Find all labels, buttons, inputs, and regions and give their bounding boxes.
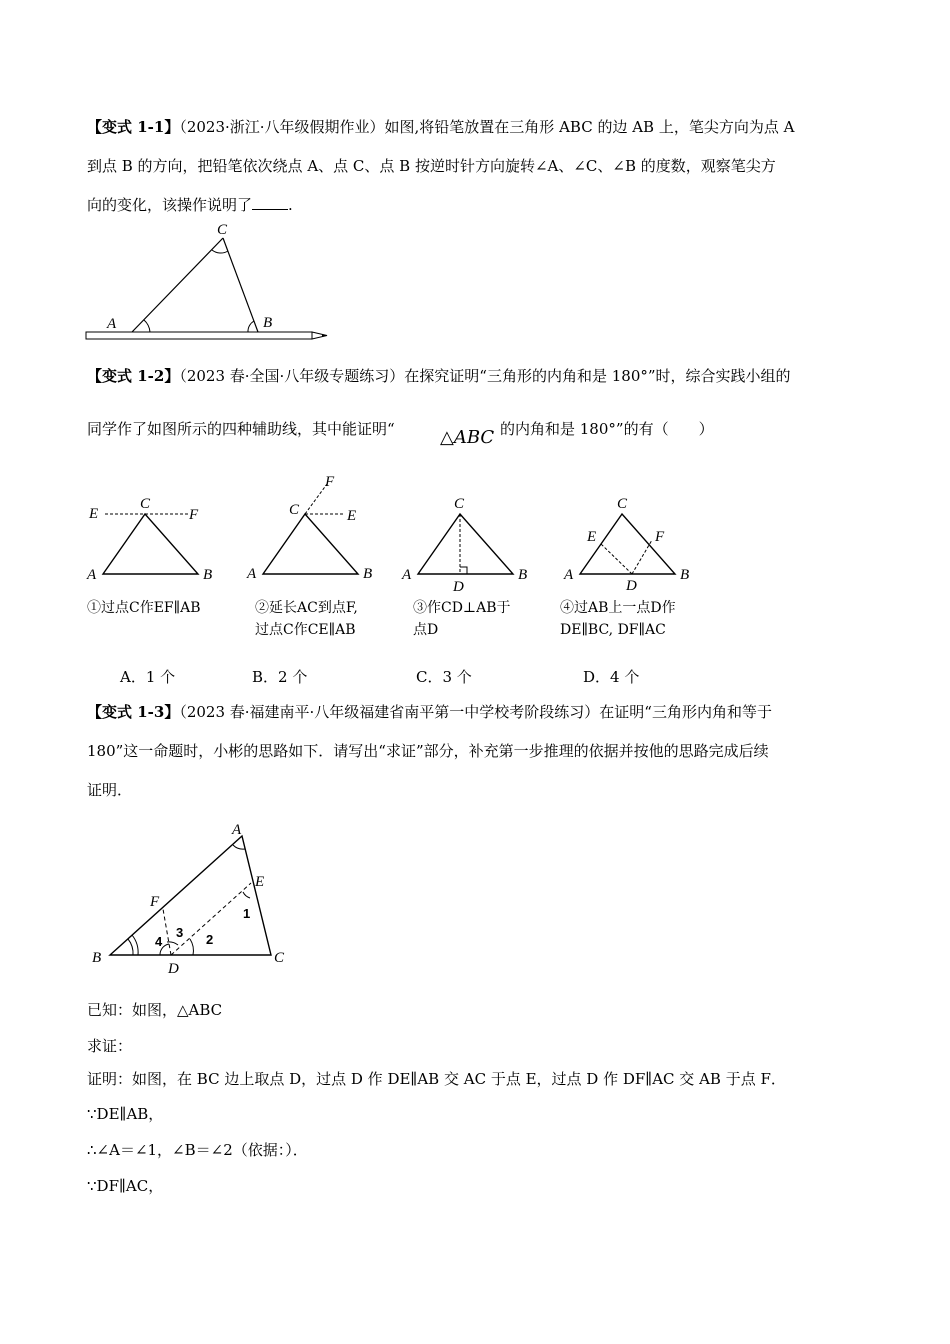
q3-known: 已知：如图，△ABC: [87, 1001, 223, 1019]
fig1-caption-1: ①过点C作EF∥AB: [87, 600, 201, 616]
fig2-label-E: E: [347, 508, 357, 524]
q1-line2: 到点 B 的方向，把铅笔依次绕点 A、点 C、点 B 按逆时针方向旋转∠A、∠C、∠B 的度数，观察笔尖方: [87, 157, 776, 175]
q3-angle-2: 2: [206, 932, 214, 947]
q3-triangle-figure: [88, 818, 298, 978]
q3-label-C: C: [274, 950, 285, 966]
fig4-label-E: E: [587, 529, 597, 545]
q2-figure-3: [400, 490, 540, 595]
fig3-label-A: A: [402, 567, 412, 583]
fig1-label-E: E: [89, 506, 99, 522]
q3-label-D: D: [168, 961, 179, 977]
fig2-label-F: F: [325, 474, 335, 490]
q1-line1: 【变式 1-1】（2023·浙江·八年级假期作业）如图,将铅笔放置在三角形 ABC 的边 AB 上，笔尖方向为点 A: [87, 118, 795, 136]
q3-therefore1: ∴∠A＝∠1，∠B＝∠2（依据：）．: [87, 1141, 308, 1159]
q3-line3: 证明．: [87, 781, 133, 799]
q3-proof-line1: 证明：如图，在 BC 边上取点 D，过点 D 作 DE∥AB 交 AC 于点 E，过点 D 作 DF∥AC 交 AB 于点 F．: [87, 1070, 786, 1088]
fig2-label-A: A: [247, 566, 257, 582]
pencil-icon: [86, 332, 312, 339]
fig2-label-B: B: [363, 566, 373, 582]
q1-line3: 向的变化，该操作说明了 .: [87, 196, 293, 214]
fig1-label-F: F: [189, 507, 199, 523]
q2-line2b: 的内角和是 180°”的有（ ）: [500, 420, 714, 438]
fig4-label-C: C: [617, 496, 628, 512]
q3-tag: 【变式 1-3】: [87, 703, 180, 721]
q3-line1: 【变式 1-3】（2023 春·福建南平·八年级福建省南平第一中学校考阶段练习）在证明“三角形内角和等于: [87, 703, 772, 721]
fig1-label-C: C: [140, 496, 151, 512]
option-b[interactable]: B．2 个: [252, 668, 308, 686]
q1-pencil-triangle-figure: [80, 220, 340, 350]
q3-line2: 180”这一命题时，小彬的思路如下．请写出“求证”部分，补充第一步推理的依据并按他的思路完成后续: [87, 742, 769, 760]
q2-figure-1: [85, 490, 235, 590]
q2-figure-2: [245, 470, 395, 590]
label-B: B: [263, 315, 273, 331]
fig3-label-B: B: [518, 567, 528, 583]
q3-angle-4: 4: [155, 934, 163, 949]
q3-because2: ∵DF∥AC，: [87, 1177, 164, 1195]
fig3-caption-2: 点D: [413, 622, 439, 638]
fig3-caption-1: ③作CD⊥AB于: [413, 600, 511, 616]
fig1-label-B: B: [203, 567, 213, 583]
fig1-label-A: A: [87, 567, 97, 583]
q3-label-A: A: [232, 822, 242, 838]
q3-label-B: B: [92, 950, 102, 966]
q2-triangle-symbol: △ABC: [440, 427, 495, 448]
q3-angle-1: 1: [243, 906, 251, 921]
q3-angle-3: 3: [176, 925, 184, 940]
q2-figure-4: [562, 490, 702, 595]
q3-label-E: E: [255, 874, 265, 890]
q2-line1: 【变式 1-2】（2023 春·全国·八年级专题练习）在探究证明“三角形的内角和是 180°”时，综合实践小组的: [87, 367, 791, 385]
q1-tag: 【变式 1-1】: [87, 118, 180, 136]
q2-tag: 【变式 1-2】: [87, 367, 180, 385]
q2-line2a: 同学作了如图所示的四种辅助线，其中能证明“: [87, 420, 395, 438]
option-a[interactable]: A．1 个: [120, 668, 176, 686]
label-C: C: [217, 222, 228, 238]
fig2-caption-2: 过点C作CE∥AB: [255, 622, 356, 638]
fig4-label-F: F: [655, 529, 665, 545]
q3-prove: 求证：: [87, 1037, 133, 1055]
fig4-label-B: B: [680, 567, 690, 583]
q3-label-F: F: [150, 894, 160, 910]
answer-blank[interactable]: [252, 195, 288, 210]
option-d[interactable]: D．4 个: [583, 668, 640, 686]
fig3-label-C: C: [454, 496, 465, 512]
q3-because1: ∵DE∥AB，: [87, 1105, 164, 1123]
fig4-caption-1: ④过AB上一点D作: [560, 600, 676, 616]
option-c[interactable]: C．3 个: [416, 668, 472, 686]
label-A: A: [107, 316, 117, 332]
fig3-label-D: D: [453, 579, 464, 595]
fig4-label-D: D: [626, 578, 637, 594]
fig2-caption-1: ②延长AC到点F,: [255, 600, 358, 616]
fig4-label-A: A: [564, 567, 574, 583]
fig4-caption-2: DE∥BC, DF∥AC: [560, 622, 666, 638]
fig2-label-C: C: [289, 502, 300, 518]
